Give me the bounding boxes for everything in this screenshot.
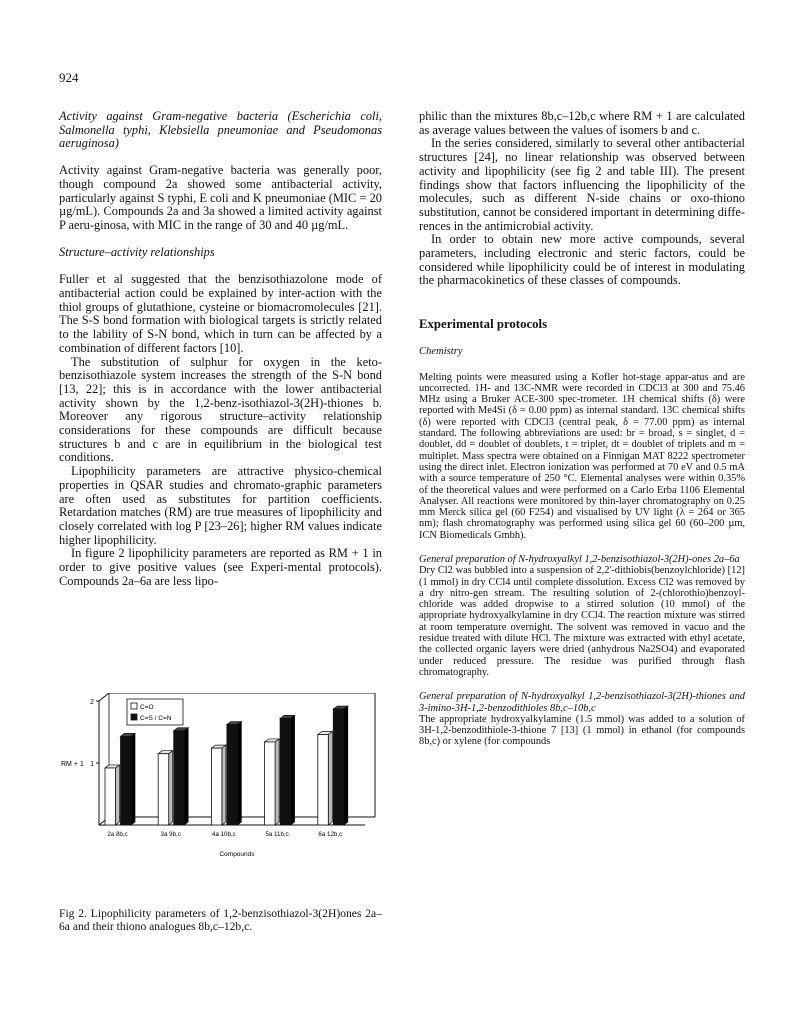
bar-side	[275, 739, 279, 825]
bar-side	[184, 728, 188, 825]
subheading-preparation-1: General preparation of N-hydroxyalkyl 1,2-benzisothiazol-3(2H)-ones 2a–6a	[419, 554, 740, 565]
bar-12bc	[333, 709, 344, 825]
x-tick-label: 4a 10b,c	[212, 831, 236, 838]
paragraph-gram-negative: Activity against Gram-negative bacteria was generally poor, though compound 2a showed some antibacterial activity, particularly against S typhi, E coli and K pneumoniae (MIC = 20 µg/mL). Compounds 2a and 3a showed a limited activity against P aeru-ginosa, with MIC in the range of 30 and 40 µg/mL.	[59, 163, 382, 232]
x-tick-label: 5a 11b,c	[265, 831, 289, 838]
bar-side	[169, 751, 173, 825]
legend-label-co: C=O	[140, 704, 154, 711]
bar-side	[131, 733, 135, 825]
section-heading-gram-negative: Activity against Gram-negative bacteria (Escherichia coli, Salmonella typhi, Klebsiella pneumoniae and Pseudomonas aeruginosa)	[59, 109, 382, 151]
bar-6a	[318, 734, 329, 825]
subheading-chemistry: Chemistry	[419, 345, 463, 357]
lipophilicity-chart	[59, 693, 382, 873]
bar-11bc	[280, 718, 291, 825]
bar-9bc	[174, 731, 185, 825]
paragraph-chemistry: Melting points were measured using a Kofler hot-stage appar-atus and are uncorrected. 1H- and 13C-NMR were recorded in CDCl3 at 300 and 75.46 MHz using a Bruker ACE-300 spec-trometer. 1H chemical shifts (δ) were reported with Me4Si (δ = 0.00 ppm) as internal standard. 13C chemical shifts (δ) were reported with CDCl3 (central peak, δ = 77.00 ppm) as internal standard. The following abbreviations are used: br = broad, s = singlet, d = doublet, dd = doublet of doublets, t = triplet, dt = doublet of triplets and m = multiplet. Mass spectra were obtained on a Finnigan MAT 8222 spectrometer using the direct inlet. Electron ionization was performed at 70 eV and 0.5 mA with a source temperature of 250 °C. Elemental analyses were within 0.35% of the theoretical values and were performed on a Carlo Erba 1106 Elemental Analyser. All reactions were monitored by thin-layer chromatography on 0.25 mm Merck silica gel (60 F254) and visualised by UV light (λ = 264 or 365 nm); flash chromatography was performed using silica gel 60 (60–200 µm, ICN Biomedicals Gmbh).	[419, 371, 745, 541]
x-tick-label: 3a 9b,c	[160, 831, 181, 838]
paragraph-right-1: philic than the mixtures 8b,c–12b,c where RM + 1 are calculated as average values between the values of isomers b and c.	[419, 109, 745, 137]
page-number: 924	[59, 70, 79, 85]
paragraph-preparation-1: Dry Cl2 was bubbled into a suspension of 2,2'-dithiobis(benzoylchloride) [12] (1 mmol) in dry CCl4 until complete dissolution. Excess Cl2 was removed by a dry nitro-gen stream. The resulting solution of 2-(chlorothio)benzoyl-chloride was added dropwise to a stirred solution (10 mmol) of the appropriate hydroxyalkylamine in dry CCl4. The reaction mixture was stirred at room temperature overnight. The solvent was removed in vacuo and the residue treated with dilute HCl. The mixture was extracted with ethyl acetate, the collected organic layers were dried (anhydrous Na2SO4) and evaporated under reduced pressure. The residue was purified through flash chromatography.	[419, 565, 745, 678]
paragraph-sar-4: In figure 2 lipophilicity parameters are reported as RM + 1 in order to give positive values (see Experi-mental protocols). Compounds 2a–6a are less lipo-	[59, 546, 382, 588]
figure-caption: Fig 2. Lipophilicity parameters of 1,2-benzisothiazol-3(2H)ones 2a–6a and their thiono analogues 8b,c–12b,c.	[59, 907, 382, 933]
bar-3a	[158, 754, 169, 825]
legend-swatch-cs	[131, 714, 137, 720]
paragraph-sar-3: Lipophilicity parameters are attractive physico-chemical properties in QSAR studies and chromato-graphic parameters are often used as substitutes for partition coefficients. Retardation matches (RM) are true measures of lipophilicity and closely correlated with log P [23–26]; higher RM values indicate higher lipophilicity.	[59, 464, 382, 547]
x-tick-label: 6a 12b,c	[318, 831, 343, 838]
bar-4a	[211, 748, 222, 825]
bar-side	[328, 731, 332, 825]
paragraph-sar-2: The substitution of sulphur for oxygen in the keto-benzisothiazole system increases the strength of the S-N bond [13, 22]; this is in accordance with the lower antibacterial activity shown by the 1,2-benz-isothiazol-3(2H)-thiones b. Moreover any rigorous structure–activity relationship considerations for these compounds are difficult because structures b and c are in equilibrium in the biological test conditions.	[59, 354, 382, 465]
y-axis-label: RM + 1	[61, 761, 84, 768]
x-axis-label: Compounds	[219, 851, 255, 858]
bar-8bc	[121, 736, 132, 825]
bar-2a	[105, 768, 116, 825]
bar-10bc	[227, 725, 238, 825]
paragraph-preparation-2: The appropriate hydroxyalkylamine (1.5 mmol) was added to a solution of 3H-1,2-benzodithiole-3-thione 7 [13] (1 mmol) in ethanol (for compounds 8b,c) or xylene (for compounds	[419, 713, 745, 748]
bar-side	[116, 765, 120, 825]
x-tick-label: 2a 8b,c	[107, 831, 128, 838]
paragraph-sar-1: Fuller et al suggested that the benzisothiazolone mode of antibacterial action could be explained by inter-action with the thiol groups of glutathione, cysteine or biomacromolecules [21]. The S-S bond formation with biological targets is strictly related to the lability of S-N bond, which in turn can be affected by a combination of different factors [10].	[59, 272, 382, 355]
left-column	[59, 110, 382, 589]
bar-5a	[265, 742, 276, 825]
subheading-preparation-2: General preparation of N-hydroxyalkyl 1,2-benzisothiazol-3(2H)-thiones and 3-imino-3H-1,2-benzodithioles 8b,c–10b,c	[419, 691, 745, 714]
section-heading-sar: Structure–activity relationships	[59, 244, 215, 259]
bar-side	[291, 715, 295, 825]
right-column	[419, 110, 745, 748]
legend-label-cs: C=S / C=N	[140, 715, 172, 722]
bar-side	[344, 706, 348, 825]
figure-2	[59, 693, 382, 873]
section-heading-experimental: Experimental protocols	[419, 317, 548, 332]
paragraph-right-2: In the series considered, similarly to several other antibacterial structures [24], no linear relationship was observed between activity and lipophilicity (see fig 2 and table III). The present findings show that factors influencing the lipophilicity of the molecules, such as different N-side chains or oxo-thiono substitution, cannot be considered important in determining diffe-rences in the antimicrobial activity.	[419, 136, 745, 233]
bar-side	[222, 745, 226, 825]
legend-swatch-co	[131, 703, 137, 709]
y-tick-label: 2	[90, 699, 94, 706]
y-tick-label: 1	[90, 761, 94, 768]
paragraph-right-3: In order to obtain new more active compounds, several parameters, including electronic and steric factors, could be considered while lipophilicity could be of interest in modulating the pharmacokinetics of these classes of compounds.	[419, 232, 745, 288]
bar-side	[237, 722, 241, 825]
